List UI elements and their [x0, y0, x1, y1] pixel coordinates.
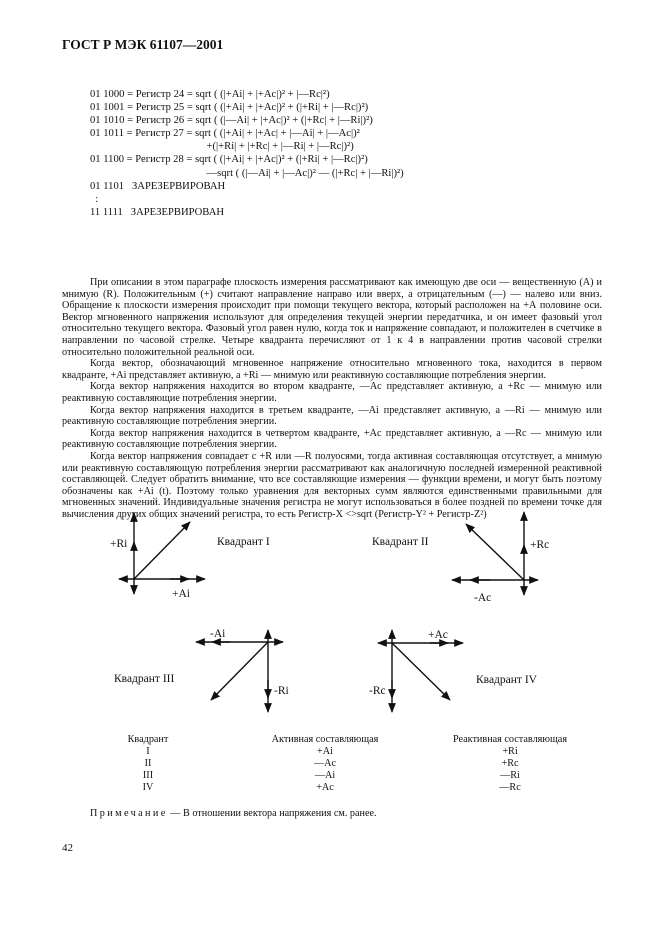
paragraph: Когда вектор напряжения находится во втором квадранте, —Ac представляет активную, а +Rc — мнимую или реактивную составляющие потребления энергии. [62, 381, 602, 404]
quadrant-3-horizontal-label: -Ai [210, 628, 226, 640]
quadrant-3-title: Квадрант III [114, 673, 175, 685]
table-cell: —Ai [314, 770, 336, 781]
formula-line: 01 1011 = Регистр 27 = sqrt ( (|+Ai| + |+Ac| + |—Ai| + |—Ac|)² [90, 128, 360, 140]
formula-line: : [90, 193, 99, 205]
quadrant-1-title: Квадрант I [217, 536, 270, 548]
note [90, 808, 377, 819]
page-number: 42 [62, 842, 73, 854]
paragraph: Когда вектор напряжения находится в третьем квадранте, —Ai представляет активную, а —Ri — мнимую или реактивную составляющие потребления энергии. [62, 404, 602, 428]
quadrant-3-vertical-label: -Ri [274, 685, 289, 697]
table-cell: —Rc [499, 782, 521, 793]
table-column-reactive [435, 734, 585, 794]
table-cell: II [144, 758, 152, 769]
quadrant-4-title: Квадрант IV [476, 674, 537, 686]
table-header: Квадрант [127, 734, 169, 745]
standard-header: ГОСТ Р МЭК 61107—2001 [62, 37, 224, 52]
table-cell: IV [142, 782, 154, 793]
table-cell: —Ri [500, 770, 520, 781]
quadrant-4-vertical-label: -Rc [369, 685, 386, 697]
table-column-quadrant [108, 734, 188, 794]
quadrant-2-title: Квадрант II [372, 536, 429, 548]
formula-line: 01 1001 = Регистр 25 = sqrt ( (|+Ai| + |+Ac|)² + (|+Ri| + |—Rc|)²) [90, 102, 369, 114]
paragraph: Когда вектор, обозначающий мгновенное напряжение относительно мгновенного тока, находится в первом квадранте, +Ai представляет активную, а +Ri — мнимую или реактивную составляющие потребления энергии. [62, 358, 602, 381]
quadrant-2-horizontal-label: -Ac [474, 592, 492, 604]
table-header: Реактивная составляющая [452, 734, 568, 745]
formula-line: 01 1101 ЗАРЕЗЕРВИРОВАН [90, 180, 226, 192]
table-cell: III [142, 770, 154, 781]
formula-line: +(|+Ri| + |+Rc| + |—Ri| + |—Rc|)²) [90, 141, 354, 153]
paragraph: Когда вектор напряжения совпадает с +R или —R полуосями, тогда активная составляющая отсутствует, а мнимую или реактивную составляющую потребления энергии рассматривают как аналогичную последней измеренной реактивной составляющей. Следует обратить внимание, что все составляющие измерения — функции времени, и могут быть поэтому обозначены как +Ai (t). Поэтому только уравнения для векторных сумм являются единственными правильными для мгновенных значений. Индивидуальные значения регистра не могут использоваться в более поздней по времени точке для вычисления других общих значений регистра, то есть Регистр-X <>sqrt (Регистр-Y² + Регистр-Z²) [62, 450, 602, 520]
note-text: — В отношении вектора напряжения см. ранее. [167, 808, 377, 819]
table-cell: +Ai [317, 746, 333, 757]
quadrant-2-diagram [452, 512, 538, 595]
table-cell: —Ac [313, 758, 337, 769]
formula-line: 11 1111 ЗАРЕЗЕРВИРОВАН [90, 206, 225, 218]
quadrant-2-vertical-label: +Rc [530, 539, 550, 551]
quadrant-4-horizontal-label: +Ac [428, 629, 448, 641]
note-label: Примечание [90, 808, 168, 819]
paragraph: Когда вектор напряжения находится в четвертом квадранте, +Ac представляет активную, а —Rc — мнимую или реактивную составляющие потребления энергии. [62, 427, 602, 451]
table-header: Активная составляющая [271, 734, 379, 745]
formula-line: 01 1010 = Регистр 26 = sqrt ( (|—Ai| + |+Ac|)² + (|+Rc| + |—Ri|)²) [90, 115, 373, 127]
quadrant-1-diagram [119, 513, 205, 594]
table-cell: I [146, 746, 150, 757]
quadrant-3-diagram [196, 630, 283, 712]
formula-line: 01 1100 = Регистр 28 = sqrt ( (|+Ai| + |+Ac|)² + (|+Ri| + |—Rc|)²) [90, 154, 368, 166]
paragraph: При описании в этом параграфе плоскость измерения рассматривают как имеющую две оси — вещественную (А) и мнимую (R). Положительным (+) считают направление направо или вверх, а отрицательным (—) — налево или вниз. Обращение к плоскости измерения происходит при помощи текущего вектора, который расположен на +А половине оси. Вектор мгновенного напряжения используют для определения текущей энергии передатчика, и он имеет фазовый угол относительно текущего вектора. Фазовый угол равен нулю, когда ток и напряжение совпадают, и положителен в счетчике в направлении по часовой стрелке. Четыре квадранта перечисляют от 1 к 4 в направлении против часовой стрелки относительно положительной реальной оси. [62, 277, 602, 358]
table-cell: +Rc [501, 758, 519, 769]
quadrant-4-diagram [378, 630, 463, 712]
table-column-active [255, 734, 395, 794]
quadrant-1-horizontal-label: +Ai [172, 588, 190, 600]
formula-line: 01 1000 = Регистр 24 = sqrt ( (|+Ai| + |+Ac|)² + |—Rc|²) [90, 89, 330, 100]
table-cell: +Ac [316, 782, 334, 793]
quadrant-1-vertical-label: +Ri [110, 538, 128, 550]
table-cell: +Ri [502, 746, 518, 757]
formula-line: —sqrt ( (|—Ai| + |—Ac|)² — (|+Rc| + |—Ri|)²) [90, 167, 404, 179]
